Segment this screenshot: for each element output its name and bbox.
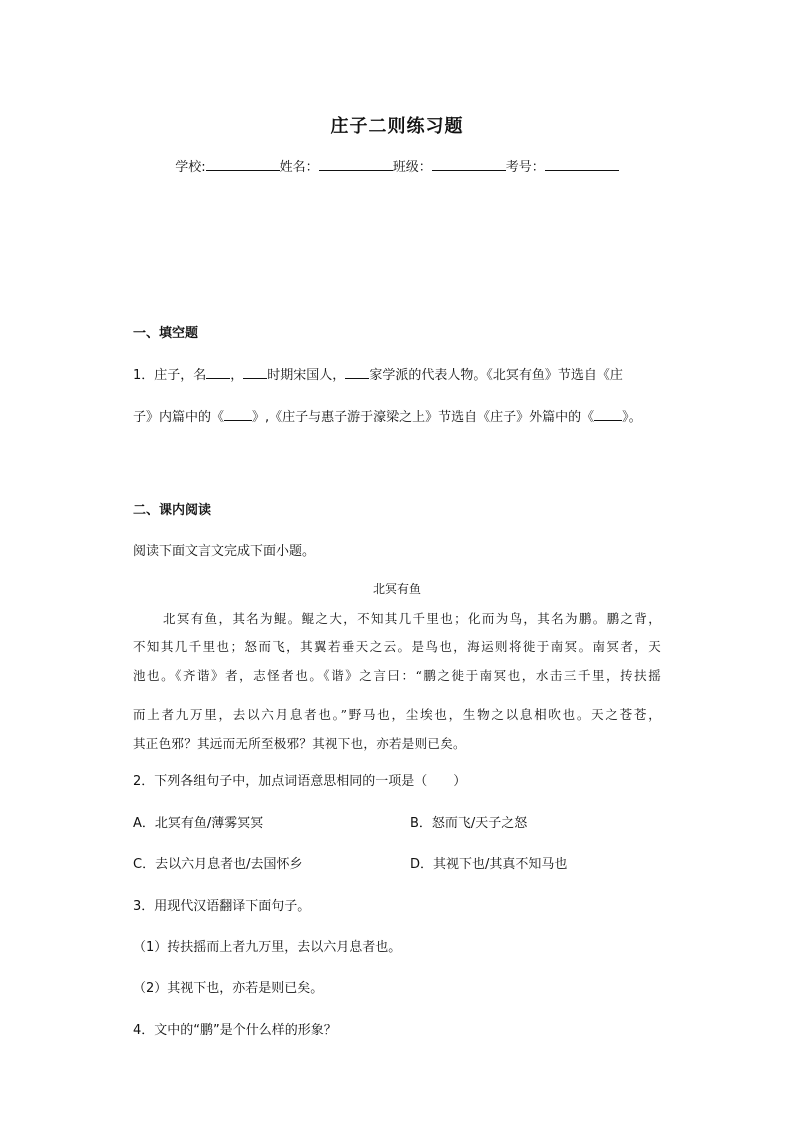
passage-line: 池也。《齐谐》者，志怪者也。《谐》之言曰：“鹏之徙于南冥也，水击三千里，抟扶摇 — [133, 668, 661, 683]
class-blank[interactable] — [432, 158, 506, 171]
q2-option-b[interactable]: B．怒而飞/天子之怒 — [410, 816, 528, 831]
passage-line: 而上者九万里，去以六月息者也。”野马也，尘埃也，生物之以息相吹也。天之苍苍， — [133, 707, 661, 722]
q2-option-d[interactable]: D．其视下也/其真不知马也 — [410, 857, 568, 872]
q1-blank-2[interactable] — [243, 366, 267, 379]
name-label: 姓名： — [279, 160, 319, 175]
q3-sentence-1: （1）抟扶摇而上者九万里，去以六月息者也。 — [133, 940, 402, 955]
passage-line: 北冥有鱼，其名为鲲。鲲之大，不知其几千里也；化而为鸟，其名为鹏。鹏之背， — [163, 611, 661, 626]
exam-no-blank[interactable] — [545, 158, 619, 171]
q2-option-c[interactable]: C．去以六月息者也/去国怀乡 — [133, 857, 303, 872]
question-1-line-1: 1．庄子，名 ， 时期宋国人， 家学派的代表人物。《北冥有鱼》节选自《庄 — [133, 368, 623, 383]
question-3-stem: 3．用现代汉语翻译下面句子。 — [133, 899, 311, 914]
class-label: 班级： — [392, 160, 432, 175]
school-blank[interactable] — [206, 158, 280, 171]
q1-blank-1[interactable] — [206, 366, 230, 379]
q1-blank-3[interactable] — [345, 366, 369, 379]
exam-no-label: 考号： — [505, 160, 545, 175]
reading-intro: 阅读下面文言文完成下面小题。 — [133, 544, 316, 559]
passage-line: 不知其几千里也；怒而飞，其翼若垂天之云。是鸟也，海运则将徙于南冥。南冥者，天 — [133, 639, 661, 654]
question-1-line-2: 子》内篇中的《 》,《庄子与惠子游于濠梁之上》节选自《庄子》外篇中的《 》。 — [133, 410, 642, 425]
question-4-stem: 4．文中的“鹏”是个什么样的形象？ — [133, 1023, 337, 1038]
q2-option-a[interactable]: A．北冥有鱼/薄雾冥冥 — [133, 816, 264, 831]
section-heading-fill-blank: 一、填空题 — [133, 326, 199, 341]
page-title: 庄子二则练习题 — [330, 116, 464, 137]
student-info-line — [0, 156, 794, 175]
school-label: 学校: — [175, 160, 206, 175]
q1-blank-4[interactable] — [224, 408, 252, 421]
question-2-stem: 2．下列各组句子中，加点词语意思相同的一项是（ ） — [133, 774, 467, 789]
q1-blank-5[interactable] — [594, 408, 622, 421]
passage-line: 其正色邪？其远而无所至极邪？其视下也，亦若是则已矣。 — [133, 736, 466, 751]
section-heading-reading: 二、课内阅读 — [133, 503, 212, 518]
name-blank[interactable] — [319, 158, 393, 171]
q3-sentence-2: （2）其视下也，亦若是则已矣。 — [133, 981, 324, 996]
passage-title: 北冥有鱼 — [372, 582, 421, 596]
